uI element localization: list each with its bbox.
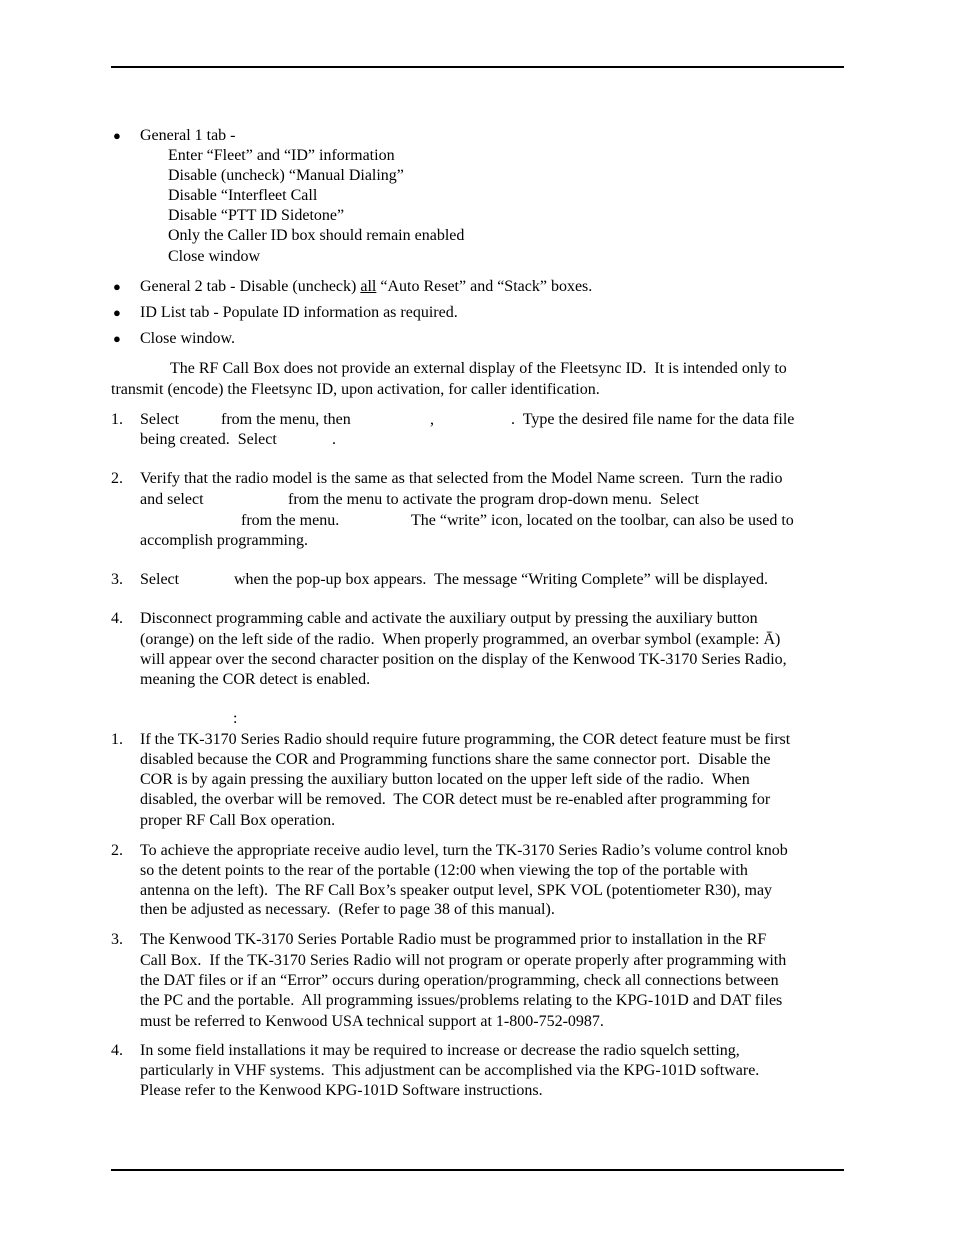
bullet-general2-text-a: General 2 tab - Disable (uncheck)	[140, 278, 361, 295]
notes-heading-colon: :	[233, 710, 238, 727]
footer-rule	[111, 1169, 844, 1171]
note3-line: Call Box. If the TK-3170 Series Radio will not program or operate properly after programming with	[140, 952, 787, 969]
step4-line: Disconnect programming cable and activate the auxiliary output by pressing the auxiliary button	[140, 610, 758, 627]
note1-line: If the TK-3170 Series Radio should require future programming, the COR detect feature must be first	[140, 731, 791, 748]
step3-text: Select	[140, 571, 180, 588]
step1-text: being created. Select	[140, 431, 277, 448]
note1-line: disabled, the overbar will be removed. The COR detect must be re-enabled after programming for	[140, 791, 771, 808]
note3-line: must be referred to Kenwood USA technical support at 1-800-752-0987.	[140, 1013, 604, 1030]
step1-text: .	[332, 431, 336, 448]
general1-item: Only the Caller ID box should remain enabled	[168, 227, 465, 244]
note4-line: particularly in VHF systems. This adjustment can be accomplished via the KPG-101D software.	[140, 1062, 760, 1079]
note2-line: so the detent points to the rear of the portable (12:00 when viewing the top of the portable with	[140, 862, 748, 879]
note-paragraph-line: transmit (encode) the Fleetsync ID, upon activation, for caller identification.	[111, 381, 600, 398]
note1-line: COR is by again pressing the auxiliary button located on the upper left side of the radio. When	[140, 771, 750, 788]
bullet-id-list: ID List tab - Populate ID information as required.	[140, 304, 458, 321]
step1-text: . Type the desired file name for the data file	[511, 411, 795, 428]
note4-line: In some field installations it may be required to increase or decrease the radio squelch setting,	[140, 1042, 740, 1059]
step2-text: and select	[140, 491, 204, 508]
step2-text: from the menu to activate the program drop-down menu. Select	[288, 491, 699, 508]
bullet-icon: ●	[113, 305, 121, 320]
bullet-icon: ●	[113, 128, 121, 143]
step2-text: Verify that the radio model is the same as that selected from the Model Name screen. Turn the radio	[140, 470, 783, 487]
step-number: 4.	[111, 610, 123, 627]
note3-line: the PC and the portable. All programming issues/problems relating to the KPG-101D and DAT files	[140, 992, 783, 1009]
note-number: 1.	[111, 731, 123, 748]
note3-line: The Kenwood TK-3170 Series Portable Radio must be programmed prior to installation in the RF	[140, 931, 767, 948]
note2-line: then be adjusted as necessary. (Refer to page 38 of this manual).	[140, 901, 555, 918]
bullet-icon: ●	[113, 331, 121, 346]
step-number: 2.	[111, 470, 123, 487]
general1-item: Disable “Interfleet Call	[168, 187, 318, 204]
note-number: 4.	[111, 1042, 123, 1059]
note1-line: disabled because the COR and Programming functions share the same connector port. Disable the	[140, 751, 771, 768]
bullet-close: Close window.	[140, 330, 235, 347]
general1-item: Disable “PTT ID Sidetone”	[168, 207, 345, 224]
note-paragraph-line: The RF Call Box does not provide an external display of the Fleetsync ID. It is intended only to	[170, 360, 787, 377]
bullet-general2-underlined: all	[360, 278, 377, 295]
step1-text: from the menu, then	[221, 411, 351, 428]
note2-line: To achieve the appropriate receive audio level, turn the TK-3170 Series Radio’s volume control knob	[140, 842, 788, 859]
step-number: 1.	[111, 411, 123, 428]
step2-text: accomplish programming.	[140, 532, 308, 549]
general1-item: Enter “Fleet” and “ID” information	[168, 147, 395, 164]
note1-line: proper RF Call Box operation.	[140, 812, 336, 829]
general1-item: Disable (uncheck) “Manual Dialing”	[168, 167, 404, 184]
step4-line: will appear over the second character position on the display of the Kenwood TK-3170 Series Radio,	[140, 651, 787, 668]
step3-text: when the pop-up box appears. The message “Writing Complete” will be displayed.	[234, 571, 769, 588]
bullet-icon: ●	[113, 279, 121, 294]
note-number: 3.	[111, 931, 123, 948]
step4-line: (orange) on the left side of the radio. When properly programmed, an overbar symbol (example: Ā)	[140, 631, 781, 648]
note2-line: antenna on the left). The RF Call Box’s speaker output level, SPK VOL (potentiometer R30), may	[140, 882, 773, 899]
bullet-general2	[140, 277, 592, 297]
step1-text: Select	[140, 411, 180, 428]
step1-text: ,	[430, 411, 434, 428]
bullet-general2-text-b: “Auto Reset” and “Stack” boxes.	[376, 278, 593, 295]
step4-line: meaning the COR detect is enabled.	[140, 671, 371, 688]
bullet-general1: General 1 tab -	[140, 127, 236, 144]
note3-line: the DAT files or if an “Error” occurs during operation/programming, check all connections between	[140, 972, 779, 989]
note4-line: Please refer to the Kenwood KPG-101D Software instructions.	[140, 1082, 543, 1099]
note-number: 2.	[111, 842, 123, 859]
general1-item: Close window	[168, 248, 260, 265]
header-rule	[111, 66, 844, 68]
step-number: 3.	[111, 571, 123, 588]
step2-text: The “write” icon, located on the toolbar, can also be used to	[411, 512, 794, 529]
step2-text: from the menu.	[241, 512, 340, 529]
